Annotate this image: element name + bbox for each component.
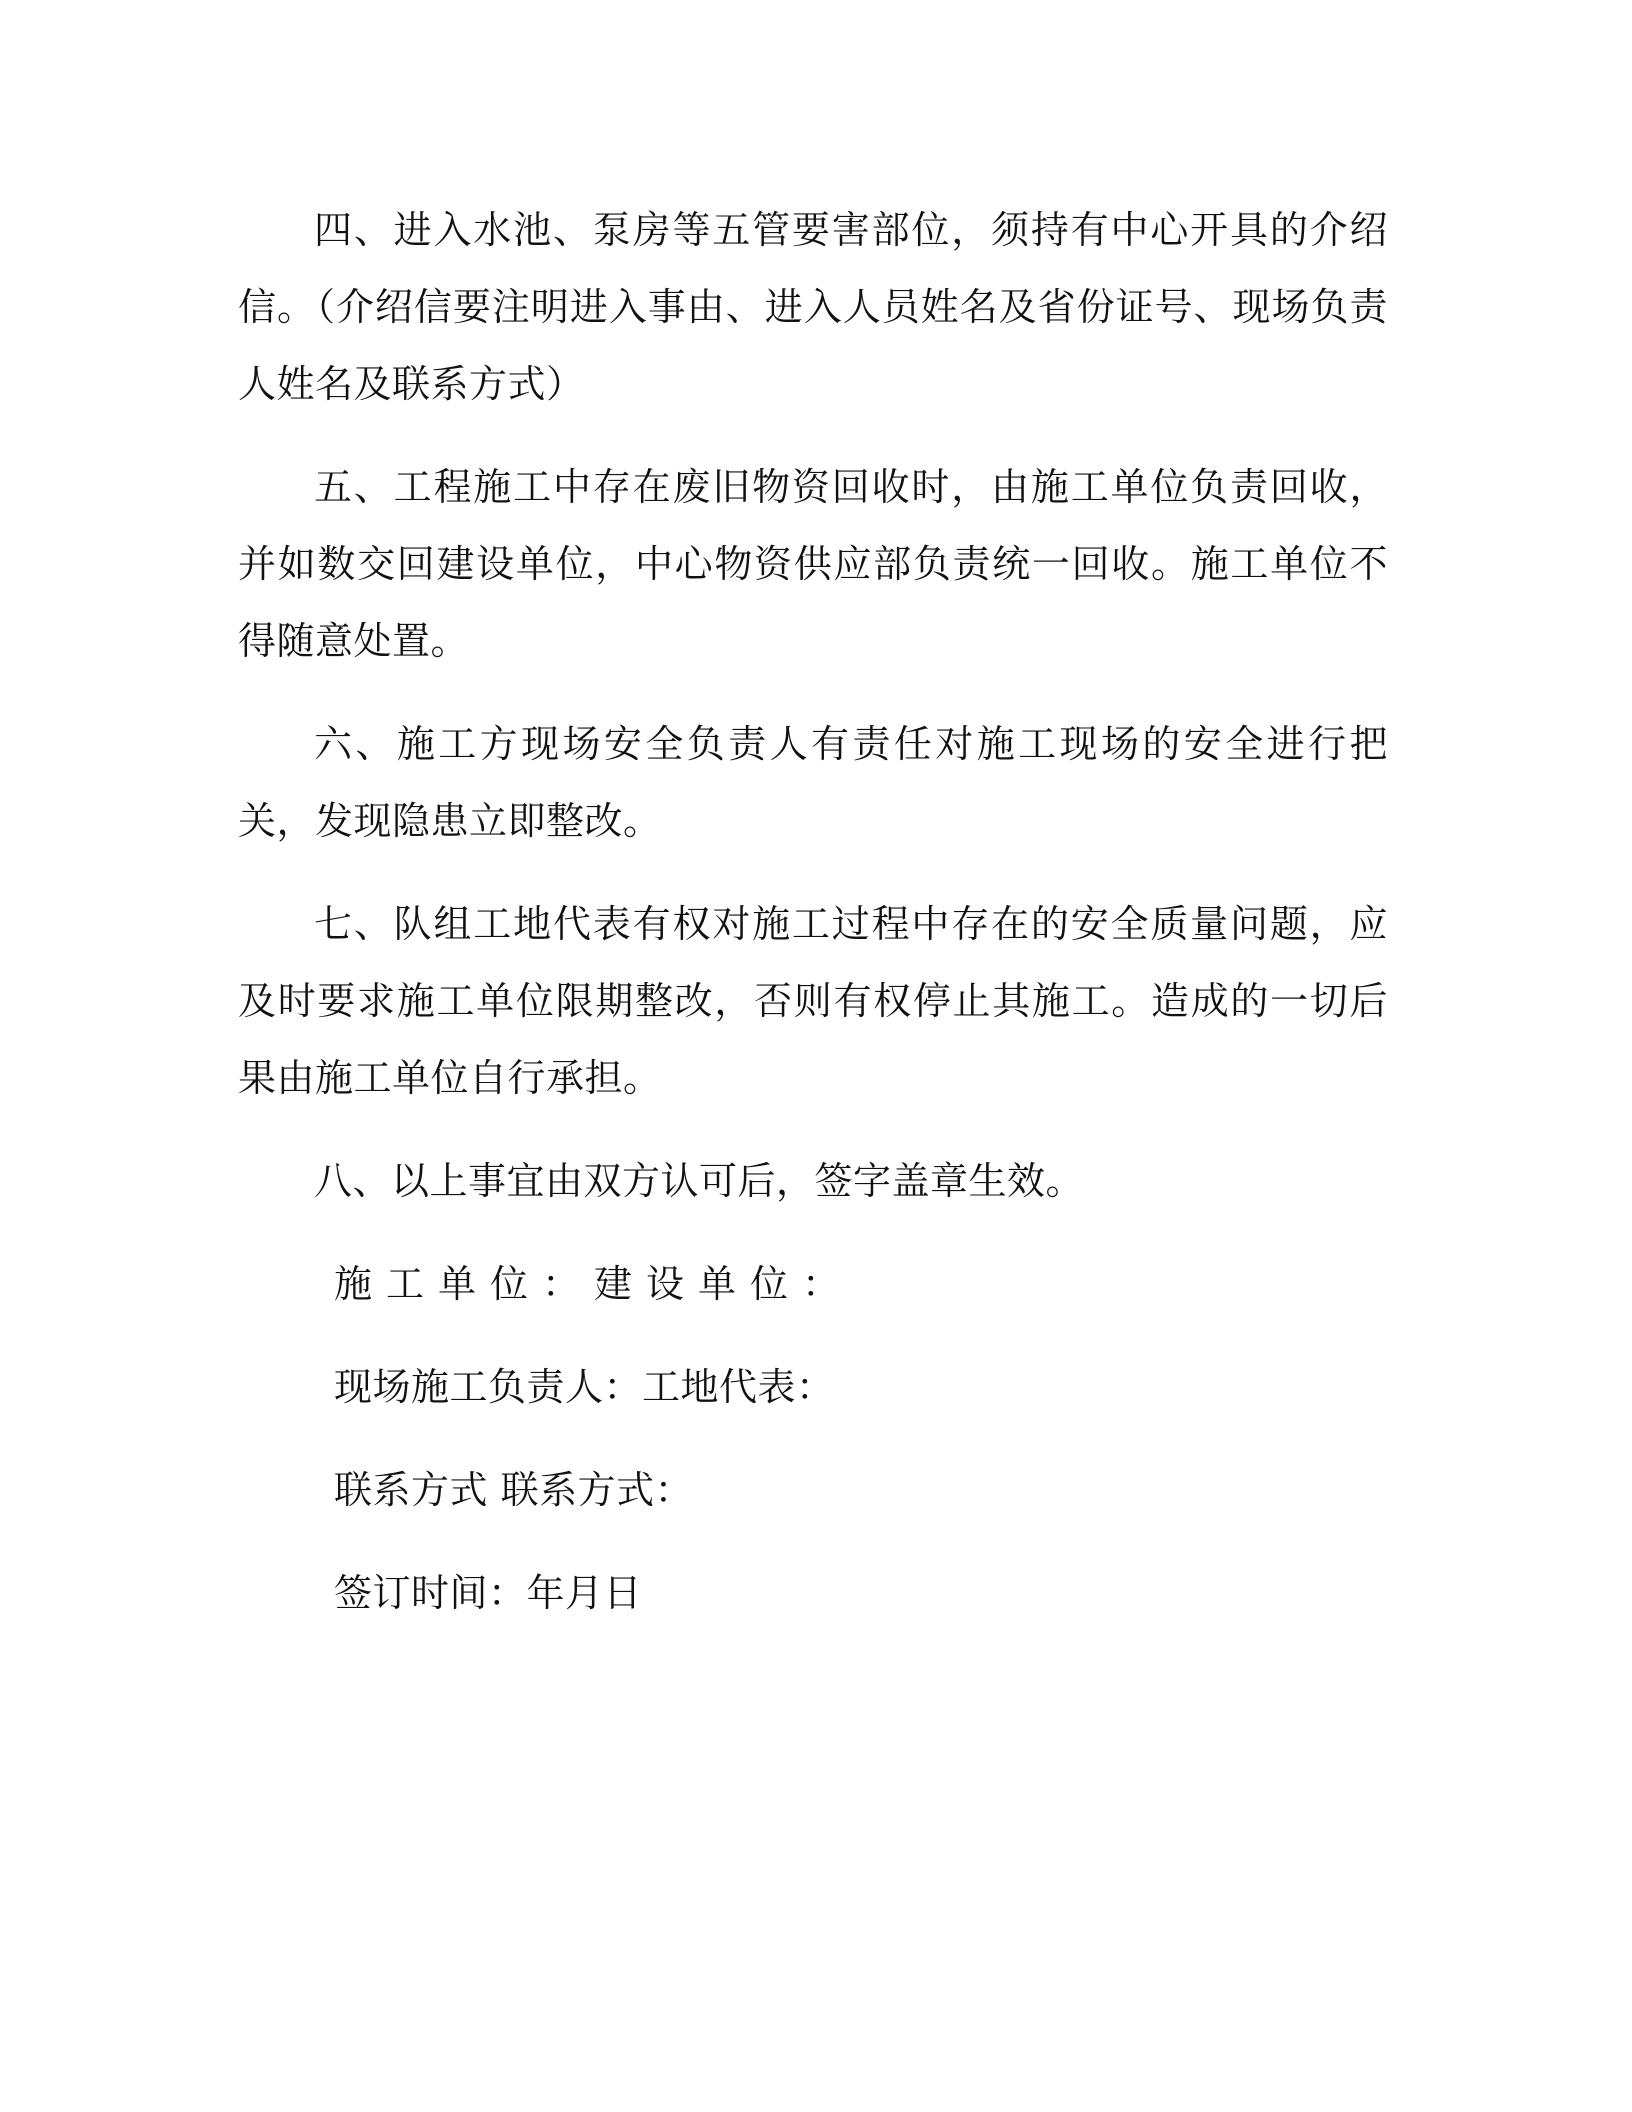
clause-8: 八、以上事宜由双方认可后，签字盖章生效。 bbox=[314, 1159, 1085, 1203]
signature-contact-line: 联系方式 联系方式： bbox=[334, 1468, 694, 1512]
document-body bbox=[238, 192, 1388, 1658]
signature-date-line: 签订时间：年月日 bbox=[334, 1571, 643, 1615]
clause-6: 六、施工方现场安全负责人有责任对施工现场的安全进行把关，发现隐患立即整改。 bbox=[238, 722, 1388, 843]
signature-responsible-line: 现场施工负责人：工地代表： bbox=[334, 1365, 835, 1409]
clause-5: 五、工程施工中存在废旧物资回收时，由施工单位负责回收，并如数交回建设单位，中心物资供应部负责统一回收。施工单位不得随意处置。 bbox=[238, 465, 1388, 663]
clause-7: 七、队组工地代表有权对施工过程中存在的安全质量问题，应及时要求施工单位限期整改，否则有权停止其施工。造成的一切后果由施工单位自行承担。 bbox=[238, 902, 1388, 1100]
signature-units-line: 施工单位：建设单位： bbox=[334, 1262, 855, 1306]
clause-4: 四、进入水池、泵房等五管要害部位，须持有中心开具的介绍信。（介绍信要注明进入事由、进入人员姓名及省份证号、现场负责人姓名及联系方式） bbox=[238, 208, 1388, 406]
